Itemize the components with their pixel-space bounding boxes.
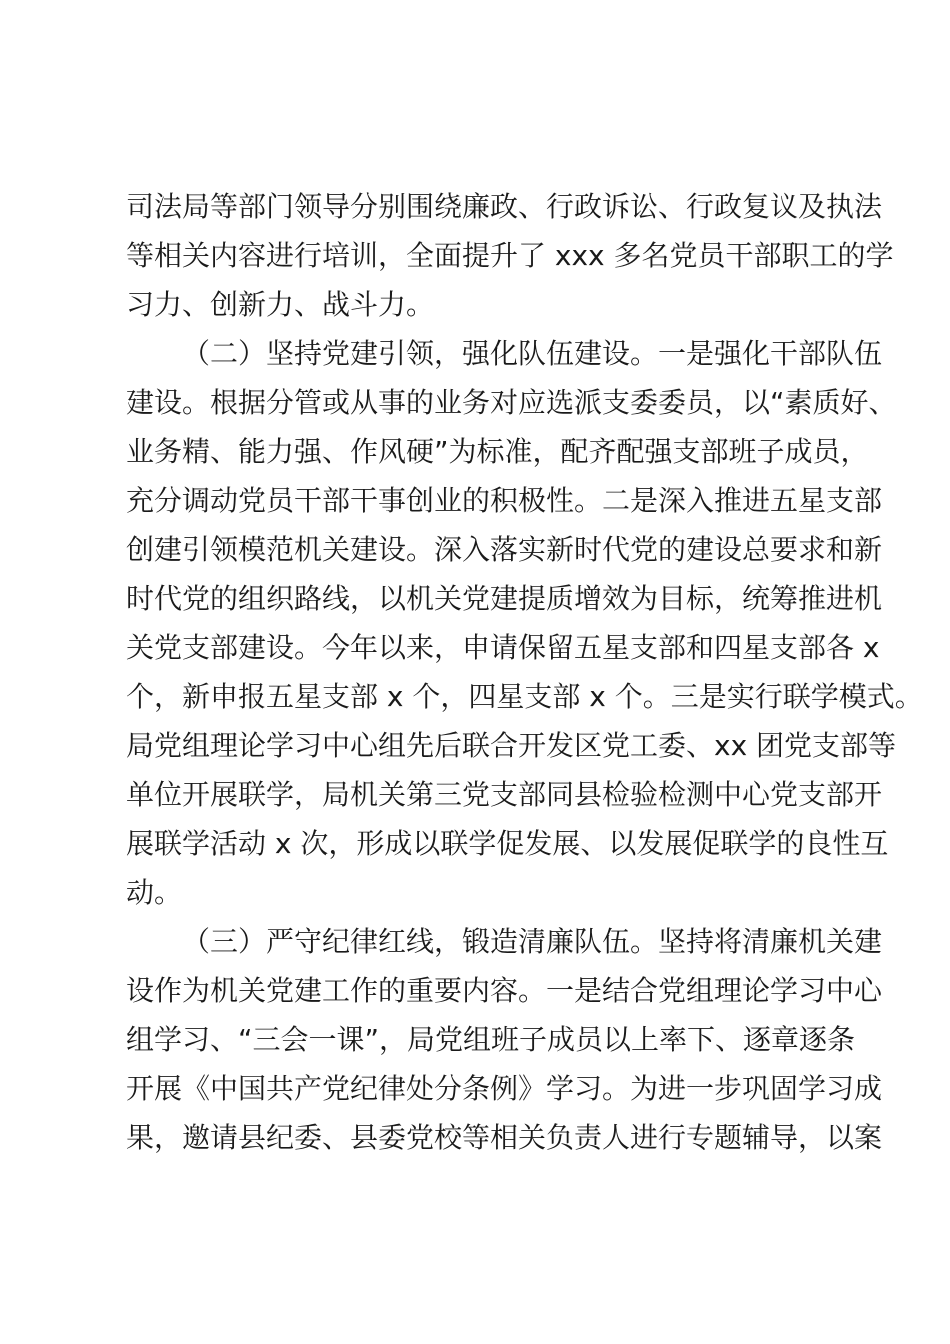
text-line: 动。 <box>126 876 183 909</box>
text-line: 司法局等部门领导分别围绕廉政、行政诉讼、行政复议及执法 <box>126 190 883 223</box>
text-line: 展联学活动 x 次，形成以联学促发展、以发展促联学的良性互 <box>126 827 889 860</box>
text-line: （二）坚持党建引领，强化队伍建设。一是强化干部队伍 <box>182 337 883 370</box>
text-line: 充分调动党员干部干事创业的积极性。二是深入推进五星支部 <box>126 484 883 517</box>
text-line: （三）严守纪律红线，锻造清廉队伍。坚持将清廉机关建 <box>182 925 883 958</box>
text-line: 局党组理论学习中心组先后联合开发区党工委、xx 团党支部等 <box>126 729 897 762</box>
text-line: 设作为机关党建工作的重要内容。一是结合党组理论学习中心 <box>126 974 883 1007</box>
text-line: 单位开展联学，局机关第三党支部同县检验检测中心党支部开 <box>126 778 883 811</box>
text-line: 组学习、“三会一课”，局党组班子成员以上率下、逐章逐条 <box>126 1023 856 1056</box>
text-line: 时代党的组织路线，以机关党建提质增效为目标，统筹推进机 <box>126 582 883 615</box>
text-line: 业务精、能力强、作风硬”为标准，配齐配强支部班子成员， <box>126 435 869 468</box>
text-line: 建设。根据分管或从事的业务对应选派支委委员，以“素质好、 <box>126 386 897 419</box>
text-line: 关党支部建设。今年以来，申请保留五星支部和四星支部各 x <box>126 631 880 664</box>
text-line: 果，邀请县纪委、县委党校等相关负责人进行专题辅导，以案 <box>126 1121 883 1154</box>
text-line: 等相关内容进行培训，全面提升了 xxx 多名党员干部职工的学 <box>126 239 894 272</box>
text-line: 创建引领模范机关建设。深入落实新时代党的建设总要求和新 <box>126 533 883 566</box>
document-body <box>126 182 923 1162</box>
text-line: 开展《中国共产党纪律处分条例》学习。为进一步巩固学习成 <box>126 1072 883 1105</box>
text-line: 个，新申报五星支部 x 个，四星支部 x 个。三是实行联学模式。 <box>126 680 923 713</box>
text-line: 习力、创新力、战斗力。 <box>126 288 435 321</box>
